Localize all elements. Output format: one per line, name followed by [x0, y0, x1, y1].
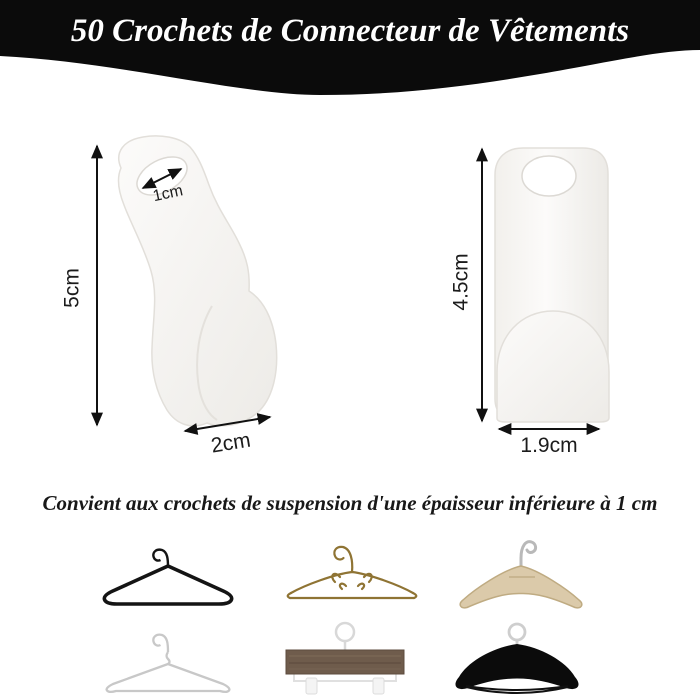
- height-label: 5cm: [60, 268, 84, 308]
- hook-front-view-image: [495, 148, 609, 422]
- hook-front-bump: [497, 311, 609, 422]
- width-label-front: 1.9cm: [520, 434, 578, 457]
- white-wire-hanger-icon: [107, 635, 230, 692]
- height-label-front: 4.5cm: [449, 253, 473, 311]
- hook-side-view-image: [119, 136, 277, 426]
- gold-ornate-hanger-icon: [288, 547, 417, 598]
- wooden-clip-pants-hanger-icon: [286, 623, 404, 694]
- wooden-hanger-icon: [460, 542, 582, 608]
- width-label: 2cm: [209, 428, 253, 458]
- compatibility-note: Convient aux crochets de suspension d'une épaisseur inférieure à 1 cm: [42, 491, 658, 515]
- hole-width-label: 1cm: [151, 182, 185, 206]
- hook-front-hole: [522, 156, 576, 196]
- black-wire-hanger-icon: [104, 550, 231, 604]
- product-title: 50 Crochets de Connecteur de Vêtements: [70, 13, 630, 49]
- black-velvet-hanger-icon: [455, 624, 578, 693]
